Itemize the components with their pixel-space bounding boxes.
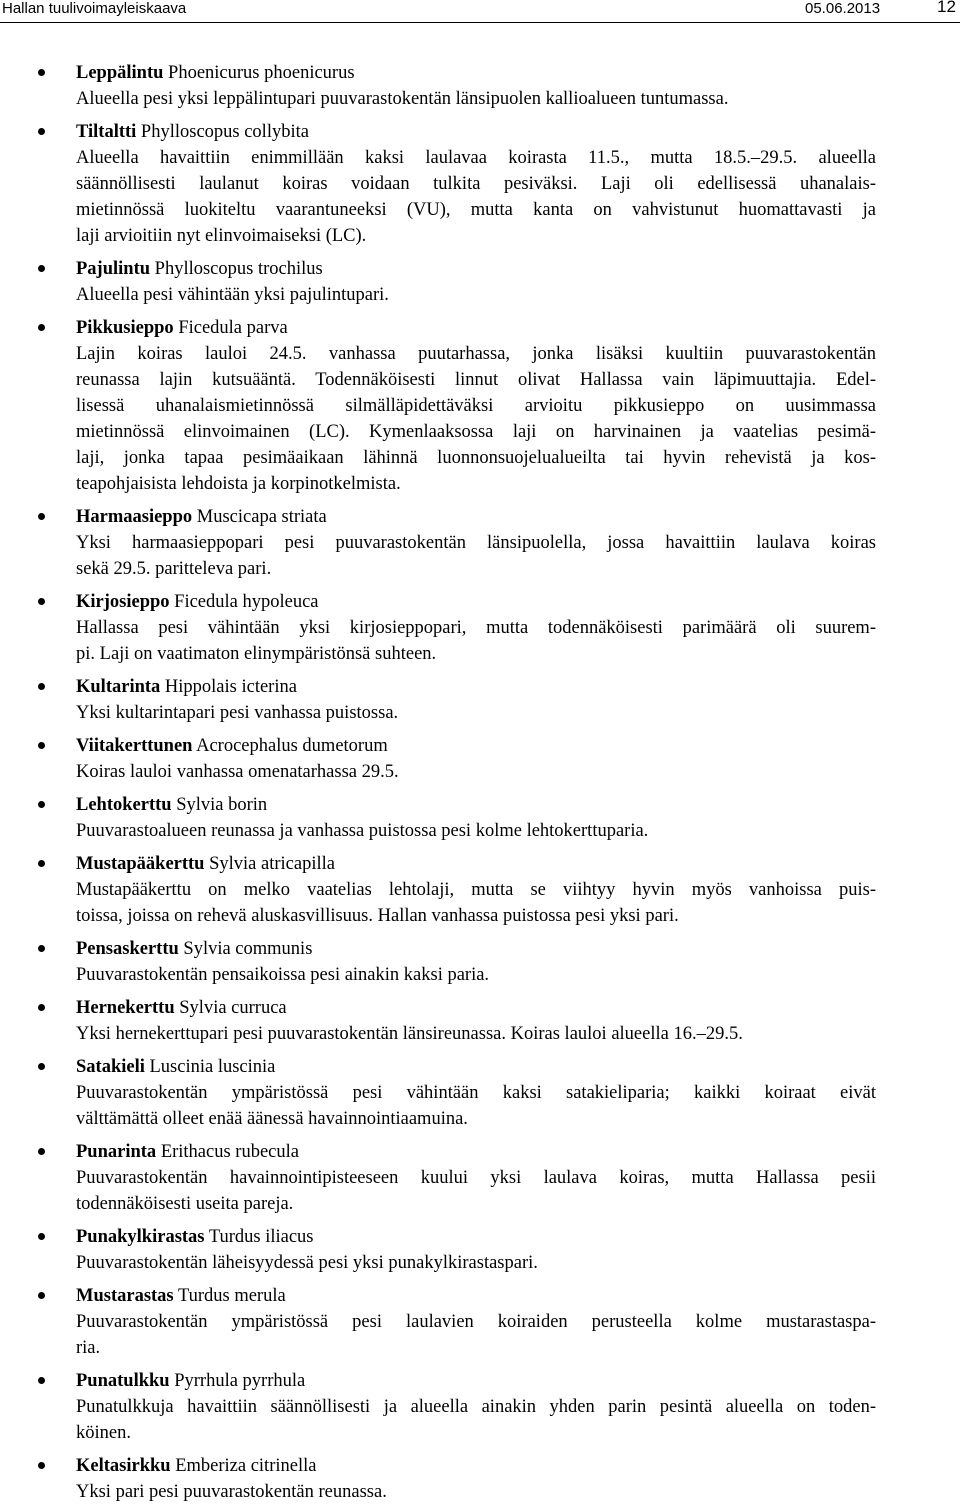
species-heading xyxy=(76,589,876,615)
species-entry xyxy=(0,1283,876,1361)
document-date: 05.06.2013 xyxy=(805,0,881,17)
latin-name: Sylvia curruca xyxy=(179,998,287,1018)
finnish-name: Pensaskerttu xyxy=(76,939,179,959)
description-line: toissa, joissa on rehevä aluskasvillisuus. Hallan vanhassa puistossa pesi yksi pari. xyxy=(76,906,679,926)
species-description xyxy=(76,700,876,726)
species-description xyxy=(76,1021,876,1047)
description-line: Alueella pesi yksi leppälintupari puuvarastokentän länsipuolen kallioalueen tuntumassa. xyxy=(76,89,729,109)
species-heading xyxy=(76,792,876,818)
species-heading xyxy=(76,119,876,145)
document-title: Hallan tuulivoimayleiskaava xyxy=(2,0,187,17)
species-entry xyxy=(0,315,876,497)
species-description xyxy=(76,1250,876,1276)
latin-name: Muscicapa striata xyxy=(196,507,327,527)
description-line: mietinnössä luokiteltu vaarantuneeksi (VU), mutta kanta on vahvistunut huomattavasti ja xyxy=(76,200,876,220)
description-line: mietinnössä elinvoimainen (LC). Kymenlaaksossa laji on harvinainen ja vaatelias pesimä- xyxy=(76,422,876,442)
species-entry xyxy=(0,674,876,726)
description-line: Puuvarastoalueen reunassa ja vanhassa puistossa pesi kolme lehtokerttuparia. xyxy=(76,821,649,841)
description-line: lisessä uhanalaismietinnössä silmälläpidettäväksi arvioitu pikkusieppo on uusimmassa xyxy=(76,396,876,416)
bullet-icon xyxy=(38,860,45,867)
species-entry xyxy=(0,256,876,308)
bullet-icon xyxy=(38,1004,45,1011)
finnish-name: Punakylkirastas xyxy=(76,1227,205,1247)
latin-name: Phoenicurus phoenicurus xyxy=(168,63,355,83)
species-heading xyxy=(76,315,876,341)
bullet-icon xyxy=(38,265,45,272)
species-heading xyxy=(76,504,876,530)
species-description xyxy=(76,962,876,988)
species-heading xyxy=(76,995,876,1021)
bullet-icon xyxy=(38,69,45,76)
description-line: säännöllisesti laulanut koiras voidaan tulkita pesiväksi. Laji oli edellisessä uhanalais- xyxy=(76,174,876,194)
latin-name: Turdus merula xyxy=(177,1286,286,1306)
latin-name: Sylvia atricapilla xyxy=(209,854,335,874)
species-description xyxy=(76,530,876,582)
species-description xyxy=(76,341,876,497)
species-entry xyxy=(0,792,876,844)
description-line: todennäköisesti useita pareja. xyxy=(76,1194,294,1214)
species-entry xyxy=(0,995,876,1047)
species-heading xyxy=(76,936,876,962)
description-line: laji arvioitiin nyt elinvoimaiseksi (LC). xyxy=(76,226,367,246)
latin-name: Phylloscopus trochilus xyxy=(154,259,323,279)
description-line: Koiras lauloi vanhassa omenatarhassa 29.5. xyxy=(76,762,399,782)
description-line: pi. Laji on vaatimaton elinympäristönsä suhteen. xyxy=(76,644,437,664)
description-line: Puuvarastokentän ympäristössä pesi laulavien koiraiden perusteella kolme mustarastaspa- xyxy=(76,1312,876,1332)
finnish-name: Lehtokerttu xyxy=(76,795,172,815)
bullet-icon xyxy=(38,1377,45,1384)
species-entry xyxy=(0,60,876,112)
latin-name: Turdus iliacus xyxy=(208,1227,314,1247)
bullet-icon xyxy=(38,598,45,605)
description-line: Hallassa pesi vähintään yksi kirjosieppopari, mutta todennäköisesti parimäärä oli suurem- xyxy=(76,618,876,638)
finnish-name: Punatulkku xyxy=(76,1371,170,1391)
latin-name: Ficedula hypoleuca xyxy=(174,592,319,612)
latin-name: Phylloscopus collybita xyxy=(140,122,309,142)
description-line: Yksi hernekerttupari pesi puuvarastokentän länsireunassa. Koiras lauloi alueella 16.–29.5. xyxy=(76,1024,743,1044)
bullet-icon xyxy=(38,742,45,749)
description-line: teapohjaisista lehdoista ja korpinotkelmista. xyxy=(76,474,401,494)
bullet-icon xyxy=(38,945,45,952)
page-number: 12 xyxy=(937,0,956,16)
latin-name: Erithacus rubecula xyxy=(160,1142,299,1162)
finnish-name: Viitakerttunen xyxy=(76,736,193,756)
species-heading xyxy=(76,1368,876,1394)
species-description xyxy=(76,818,876,844)
description-line: Puuvarastokentän ympäristössä pesi vähintään kaksi satakieliparia; kaikki koiraat eivät xyxy=(76,1083,876,1103)
species-description xyxy=(76,1309,876,1361)
species-entry xyxy=(0,1139,876,1217)
latin-name: Sylvia communis xyxy=(183,939,313,959)
species-description xyxy=(76,1165,876,1217)
species-entry xyxy=(0,589,876,667)
species-description xyxy=(76,1479,876,1505)
description-line: sekä 29.5. paritteleva pari. xyxy=(76,559,272,579)
description-line: Alueella pesi vähintään yksi pajulintupari. xyxy=(76,285,389,305)
species-heading xyxy=(76,733,876,759)
species-heading xyxy=(76,851,876,877)
species-entry xyxy=(0,851,876,929)
description-line: köinen. xyxy=(76,1423,131,1443)
species-heading xyxy=(76,256,876,282)
description-line: Lajin koiras lauloi 24.5. vanhassa puutarhassa, jonka lisäksi kuultiin puuvarastokentän xyxy=(76,344,876,364)
species-description xyxy=(76,145,876,249)
finnish-name: Keltasirkku xyxy=(76,1456,171,1476)
species-heading xyxy=(76,60,876,86)
description-line: Puuvarastokentän läheisyydessä pesi yksi punakylkirastaspari. xyxy=(76,1253,538,1273)
species-description xyxy=(76,877,876,929)
bullet-icon xyxy=(38,801,45,808)
species-description xyxy=(76,1080,876,1132)
species-heading xyxy=(76,1283,876,1309)
latin-name: Sylvia borin xyxy=(176,795,268,815)
description-line: Alueella havaittiin enimmillään kaksi laulavaa koirasta 11.5., mutta 18.5.–29.5. alueella xyxy=(76,148,876,168)
finnish-name: Kultarinta xyxy=(76,677,161,697)
bullet-icon xyxy=(38,683,45,690)
description-line: Puuvarastokentän havainnointipisteeseen kuului yksi laulava koiras, mutta Hallassa pesii xyxy=(76,1168,876,1188)
species-heading xyxy=(76,1224,876,1250)
species-heading xyxy=(76,1453,876,1479)
finnish-name: Leppälintu xyxy=(76,63,164,83)
bullet-icon xyxy=(38,1233,45,1240)
description-line: Punatulkkuja havaittiin säännöllisesti ja alueella ainakin yhden parin pesintä alueella on toden- xyxy=(76,1397,876,1417)
latin-name: Emberiza citrinella xyxy=(175,1456,317,1476)
bullet-icon xyxy=(38,1292,45,1299)
bullet-icon xyxy=(38,1462,45,1469)
species-entry xyxy=(0,936,876,988)
species-description xyxy=(76,615,876,667)
species-entry xyxy=(0,1368,876,1446)
bullet-icon xyxy=(38,513,45,520)
finnish-name: Mustapääkerttu xyxy=(76,854,205,874)
finnish-name: Mustarastas xyxy=(76,1286,174,1306)
latin-name: Pyrrhula pyrrhula xyxy=(174,1371,306,1391)
species-heading xyxy=(76,1139,876,1165)
bullet-icon xyxy=(38,128,45,135)
finnish-name: Tiltaltti xyxy=(76,122,137,142)
species-entry xyxy=(0,1054,876,1132)
description-line: Yksi kultarintapari pesi vanhassa puistossa. xyxy=(76,703,399,723)
finnish-name: Punarinta xyxy=(76,1142,157,1162)
bullet-icon xyxy=(38,1148,45,1155)
latin-name: Luscinia luscinia xyxy=(149,1057,276,1077)
description-line: Mustapääkerttu on melko vaatelias lehtolaji, mutta se viihtyy hyvin myös vanhoissa puis- xyxy=(76,880,876,900)
species-list xyxy=(0,60,960,1512)
description-line: reunassa lajin kutsuääntä. Todennäköisesti linnut olivat Hallassa vain läpimuuttajia. Edel- xyxy=(76,370,876,390)
species-description xyxy=(76,282,876,308)
description-line: ria. xyxy=(76,1338,101,1358)
description-line: Puuvarastokentän pensaikoissa pesi ainakin kaksi paria. xyxy=(76,965,490,985)
species-description xyxy=(76,1394,876,1446)
species-entry xyxy=(0,1224,876,1276)
finnish-name: Hernekerttu xyxy=(76,998,175,1018)
description-line: Yksi harmaasieppopari pesi puuvarastokentän länsipuolella, jossa havaittiin laulava koiras xyxy=(76,533,876,553)
species-description xyxy=(76,759,876,785)
description-line: välttämättä olleet enää äänessä havainnointiaamuina. xyxy=(76,1109,468,1129)
bullet-icon xyxy=(38,1063,45,1070)
finnish-name: Pajulintu xyxy=(76,259,151,279)
species-description xyxy=(76,86,876,112)
latin-name: Hippolais icterina xyxy=(164,677,297,697)
bullet-icon xyxy=(38,324,45,331)
species-heading xyxy=(76,674,876,700)
species-heading xyxy=(76,1054,876,1080)
latin-name: Ficedula parva xyxy=(178,318,288,338)
finnish-name: Kirjosieppo xyxy=(76,592,170,612)
species-entry xyxy=(0,1453,876,1505)
description-line: Yksi pari pesi puuvarastokentän reunassa. xyxy=(76,1482,387,1502)
finnish-name: Harmaasieppo xyxy=(76,507,193,527)
finnish-name: Satakieli xyxy=(76,1057,145,1077)
description-line: laji, jonka tapaa pesimäaikaan lähinnä luonnonsuojelualueilta tai hyvin rehevistä ja kos- xyxy=(76,448,876,468)
finnish-name: Pikkusieppo xyxy=(76,318,174,338)
species-entry xyxy=(0,119,876,249)
header-rule xyxy=(0,22,960,23)
page-header xyxy=(0,0,960,24)
species-entry xyxy=(0,504,876,582)
species-entry xyxy=(0,733,876,785)
latin-name: Acrocephalus dumetorum xyxy=(196,736,388,756)
